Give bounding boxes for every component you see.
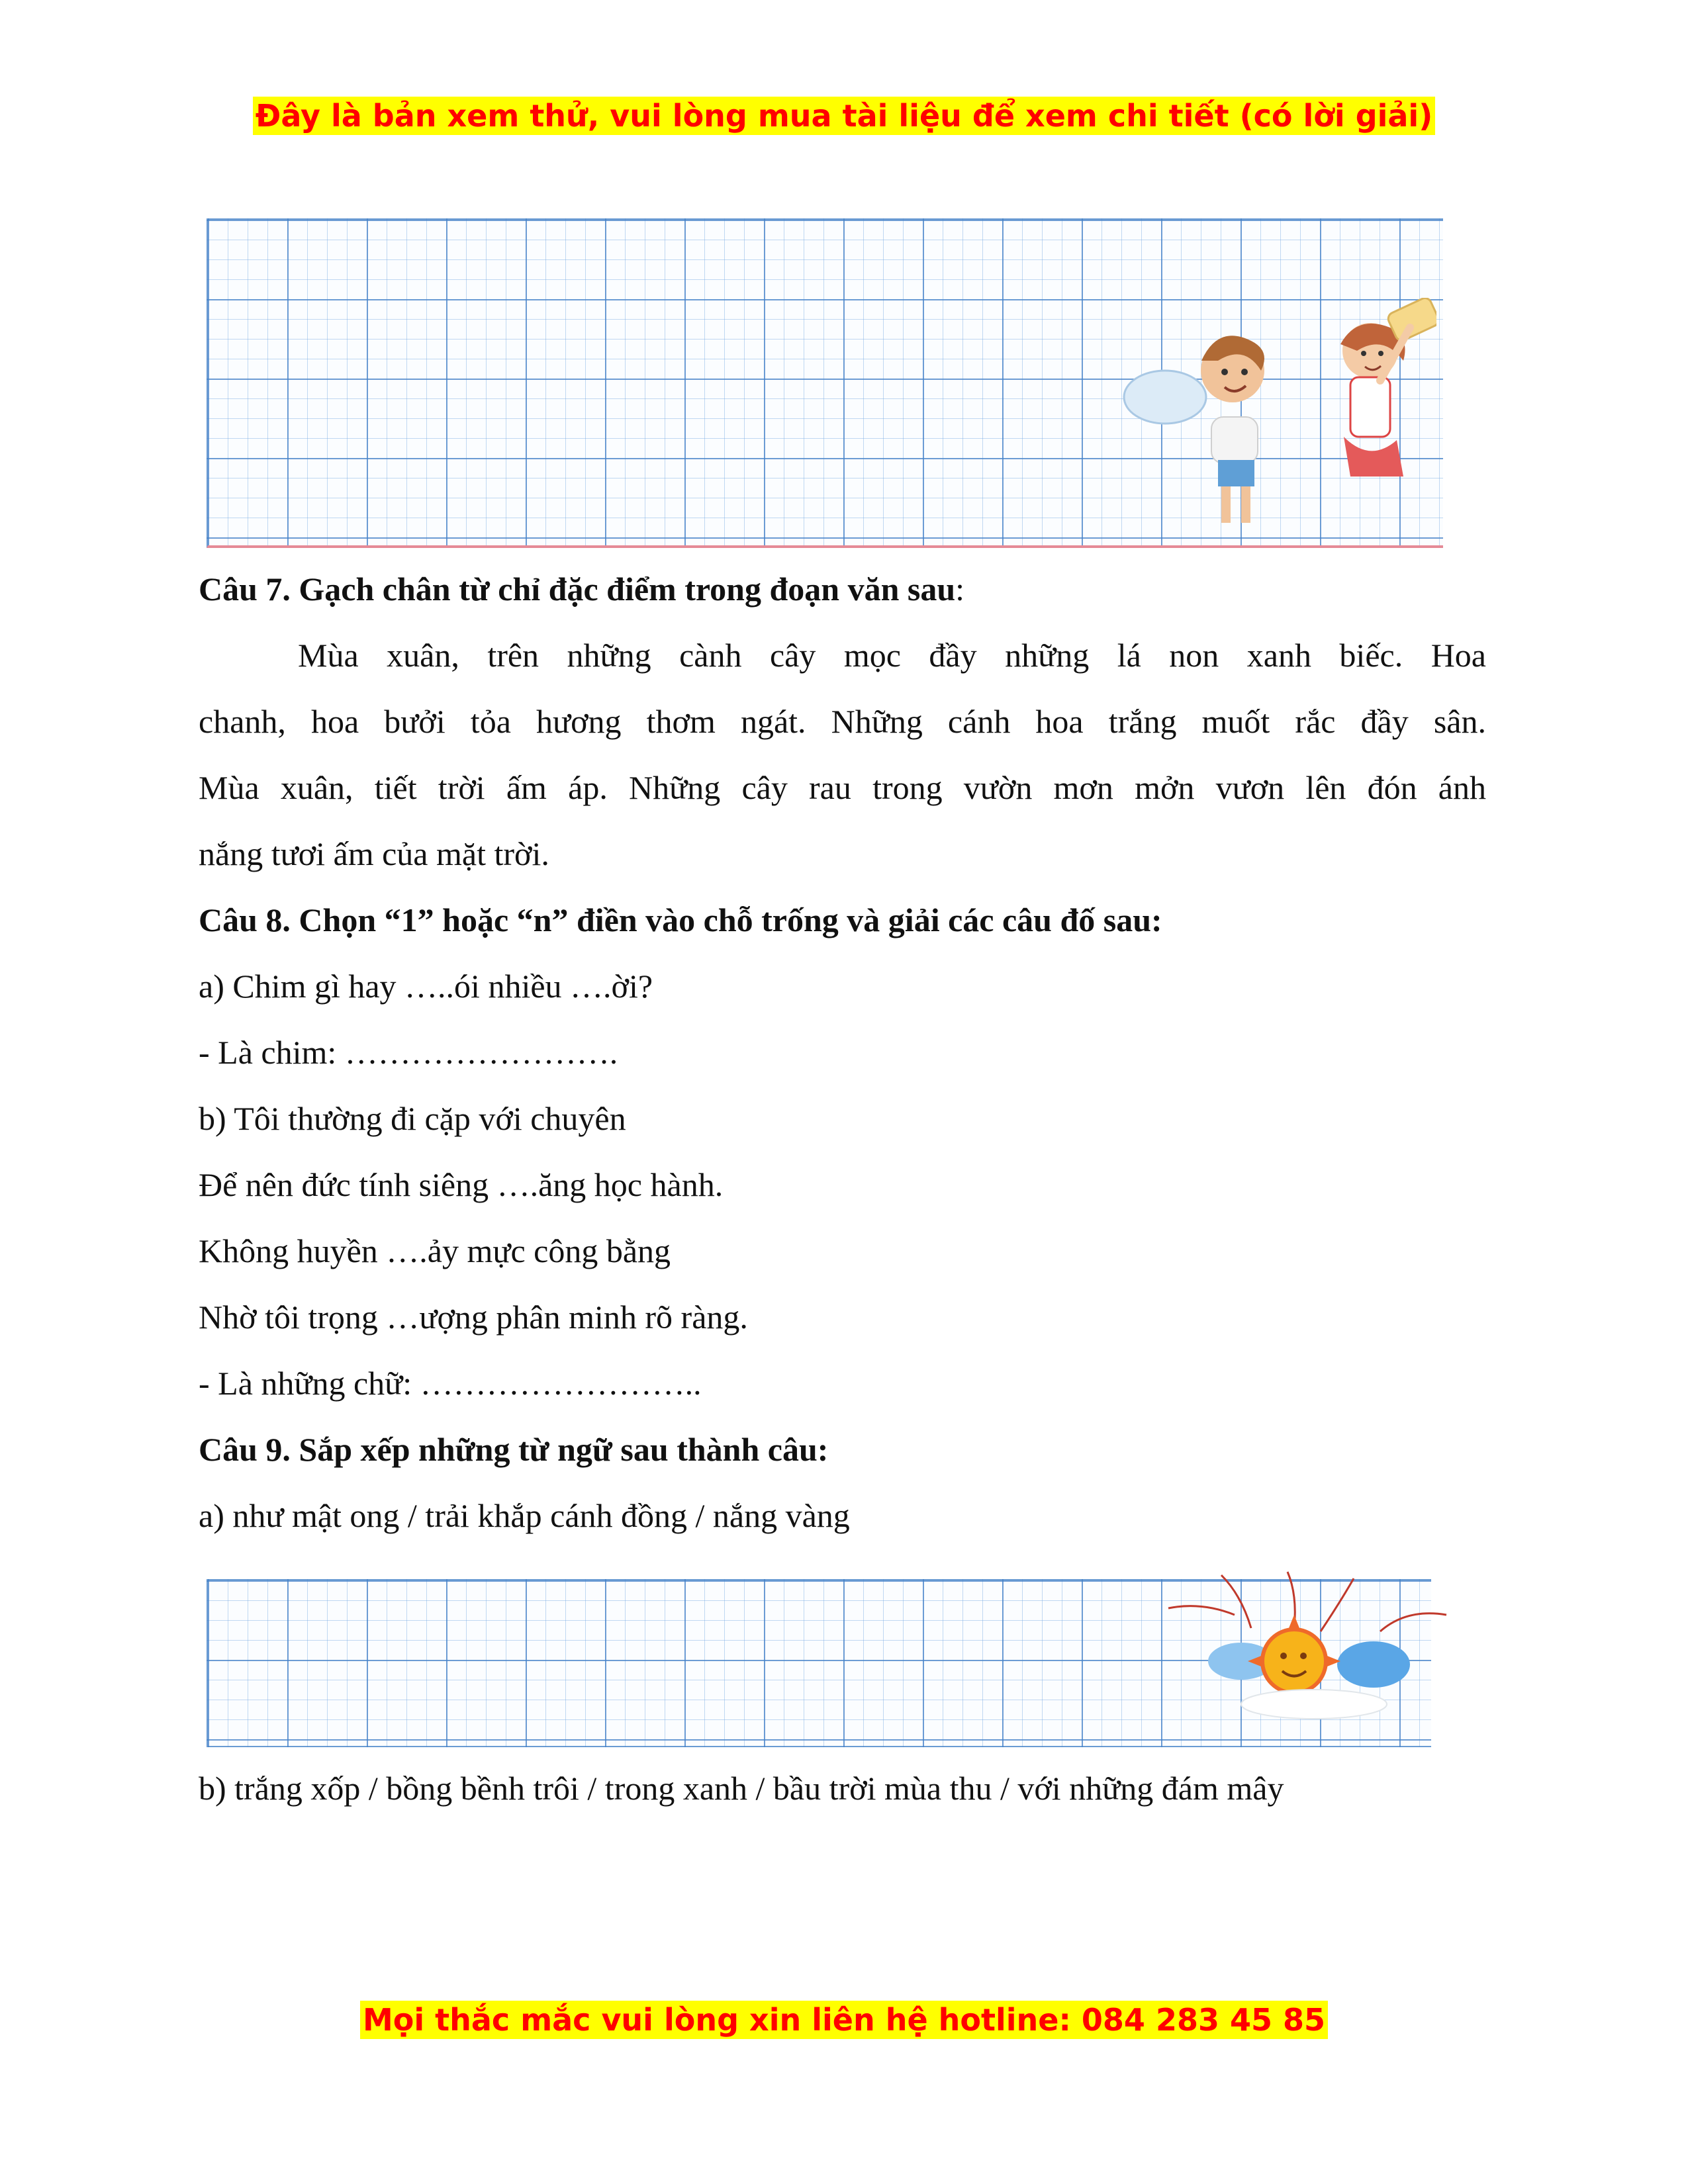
item-b: b) trắng xốp / bồng bềnh trôi / trong xanh / bầu trời mùa thu / với những đám mây bbox=[199, 1770, 1284, 1807]
riddle-b-line-4: Nhờ tôi trọng …ượng phân minh rõ ràng. bbox=[199, 1298, 748, 1336]
hotline-banner bbox=[0, 2002, 1688, 2038]
question-8-title: Câu 8. Chọn “1” hoặc “n” điền vào chỗ trống và giải các câu đố sau: bbox=[199, 901, 1162, 938]
question-9-title: Câu 9. Sắp xếp những từ ngữ sau thành câu: bbox=[199, 1431, 829, 1468]
riddle-b-line-1: b) Tôi thường đi cặp với chuyên bbox=[199, 1100, 626, 1137]
question-7-title: Câu 7. Gạch chân từ chỉ đặc điểm trong đoạn văn sau bbox=[199, 570, 956, 608]
item-a: a) như mật ong / trải khắp cánh đồng / nắng vàng bbox=[199, 1497, 850, 1534]
hotline-text: Mọi thắc mắc vui lòng xin liên hệ hotline: 084 283 45 85 bbox=[360, 2001, 1328, 2039]
sun-cloud-illustration bbox=[1162, 1569, 1453, 1734]
kids-pillow-fight-illustration bbox=[1119, 298, 1436, 549]
q7-passage-line-1: Mùa xuân, trên những cành cây mọc đầy những lá non xanh biếc. Hoa bbox=[298, 637, 1486, 674]
q7-passage-line-4: nắng tươi ấm của mặt trời. bbox=[199, 835, 549, 872]
riddle-b-line-2: Để nên đức tính siêng ….ăng học hành. bbox=[199, 1166, 724, 1203]
answer-a-blank: - Là chim: ……………………. bbox=[199, 1034, 618, 1071]
preview-notice-banner bbox=[0, 98, 1688, 134]
q7-passage-line-3: Mùa xuân, tiết trời ấm áp. Những cây rau trong vườn mơn mởn vươn lên đón ánh bbox=[199, 769, 1486, 806]
riddle-a: a) Chim gì hay …..ói nhiều ….ời? bbox=[199, 968, 653, 1005]
q7-passage-line-2: chanh, hoa bưởi tỏa hương thơm ngát. Những cánh hoa trắng muốt rắc đầy sân. bbox=[199, 703, 1486, 740]
answer-b-blank: - Là những chữ: …………………….. bbox=[199, 1365, 702, 1402]
question-7-colon: : bbox=[955, 570, 965, 608]
question-7-heading bbox=[199, 569, 1486, 609]
riddle-b-line-3: Không huyền ….ảy mực công bằng bbox=[199, 1232, 671, 1269]
preview-notice-text: Đây là bản xem thử, vui lòng mua tài liệu để xem chi tiết (có lời giải) bbox=[253, 97, 1435, 135]
